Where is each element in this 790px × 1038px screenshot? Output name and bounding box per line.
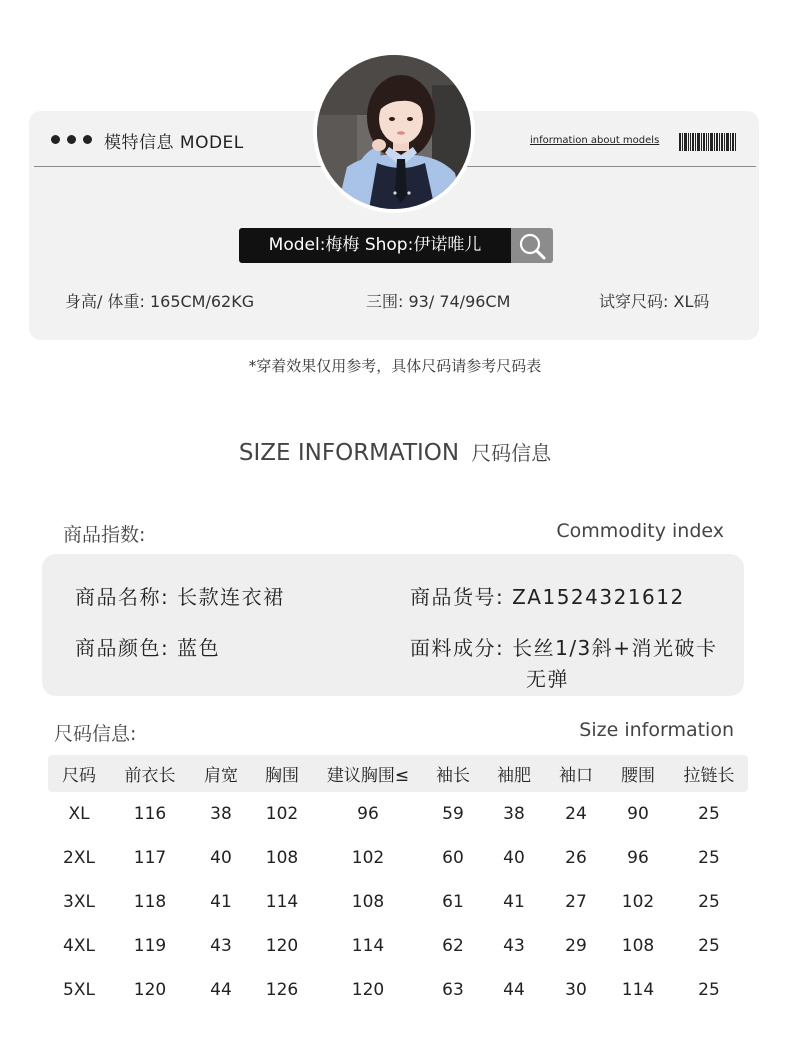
table-cell: 117 bbox=[133, 848, 167, 868]
table-cell: 24 bbox=[565, 804, 587, 824]
table-cell: 38 bbox=[503, 804, 525, 824]
table-cell: 44 bbox=[210, 980, 232, 1000]
table-cell: 108 bbox=[621, 936, 655, 956]
table-cell: 120 bbox=[133, 980, 167, 1000]
table-cell: 61 bbox=[442, 892, 464, 912]
size-information-title bbox=[0, 437, 790, 466]
commodity-info-box bbox=[42, 554, 744, 696]
table-cell: 63 bbox=[442, 980, 464, 1000]
size-table-header bbox=[48, 755, 748, 792]
size-title-en: SIZE INFORMATION bbox=[238, 440, 460, 466]
table-cell: 40 bbox=[210, 848, 232, 868]
table-cell: 41 bbox=[210, 892, 232, 912]
model-section-title: 模特信息 MODEL bbox=[104, 133, 244, 153]
commodity-index-label-en: Commodity index bbox=[556, 520, 724, 542]
table-cell: 118 bbox=[133, 892, 167, 912]
size-worn-stat: 试穿尺码: XL码 bbox=[599, 292, 710, 311]
table-cell: 114 bbox=[621, 980, 655, 1000]
table-cell: 26 bbox=[565, 848, 587, 868]
table-cell: 25 bbox=[698, 980, 720, 1000]
model-avatar bbox=[313, 51, 475, 213]
table-row bbox=[48, 836, 748, 880]
table-cell: 41 bbox=[503, 892, 525, 912]
table-cell: 27 bbox=[565, 892, 587, 912]
size-table bbox=[48, 755, 748, 1012]
header-cell: 腰围 bbox=[606, 755, 670, 792]
commodity-index-label-cn: 商品指数: bbox=[63, 524, 146, 546]
size-info-label-en: Size information bbox=[579, 719, 734, 741]
product-color: 商品颜色: 蓝色 bbox=[75, 636, 221, 660]
table-cell: 29 bbox=[565, 936, 587, 956]
model-photo bbox=[317, 55, 471, 209]
table-row bbox=[48, 924, 748, 968]
header-cell: 肩宽 bbox=[190, 755, 252, 792]
table-cell: 43 bbox=[503, 936, 525, 956]
size-title-cn: 尺码信息 bbox=[471, 441, 552, 465]
table-cell: XL bbox=[68, 804, 90, 824]
menu-dots-icon bbox=[51, 131, 92, 144]
table-cell: 102 bbox=[621, 892, 655, 912]
table-cell: 59 bbox=[442, 804, 464, 824]
height-weight-stat: 身高/ 体重: 165CM/62KG bbox=[65, 292, 255, 311]
model-shop-label: Model:梅梅 Shop:伊诺唯儿 bbox=[239, 228, 511, 263]
size-info-label-cn: 尺码信息: bbox=[54, 723, 137, 745]
table-row bbox=[48, 792, 748, 836]
table-cell: 90 bbox=[627, 804, 649, 824]
search-icon bbox=[511, 228, 553, 263]
barcode-icon bbox=[679, 133, 743, 151]
header-cell: 袖口 bbox=[546, 755, 606, 792]
table-cell: 44 bbox=[503, 980, 525, 1000]
table-cell: 30 bbox=[565, 980, 587, 1000]
table-cell: 3XL bbox=[63, 892, 95, 912]
header-cell: 胸围 bbox=[252, 755, 312, 792]
product-name: 商品名称: 长款连衣裙 bbox=[75, 585, 285, 609]
table-cell: 120 bbox=[265, 936, 299, 956]
table-cell: 119 bbox=[133, 936, 167, 956]
info-about-models-text: information about models bbox=[530, 135, 660, 146]
table-cell: 43 bbox=[210, 936, 232, 956]
table-cell: 25 bbox=[698, 848, 720, 868]
measurements-stat: 三围: 93/ 74/96CM bbox=[366, 292, 511, 311]
table-cell: 114 bbox=[351, 936, 385, 956]
table-cell: 25 bbox=[698, 936, 720, 956]
table-row bbox=[48, 880, 748, 924]
product-fabric-elasticity: 无弹 bbox=[526, 667, 569, 691]
header-cell: 尺码 bbox=[48, 755, 110, 792]
table-cell: 102 bbox=[265, 804, 299, 824]
table-cell: 5XL bbox=[63, 980, 95, 1000]
table-cell: 96 bbox=[357, 804, 379, 824]
table-cell: 108 bbox=[265, 848, 299, 868]
table-cell: 108 bbox=[351, 892, 385, 912]
table-cell: 102 bbox=[351, 848, 385, 868]
table-cell: 114 bbox=[265, 892, 299, 912]
table-cell: 25 bbox=[698, 804, 720, 824]
table-cell: 116 bbox=[133, 804, 167, 824]
table-cell: 38 bbox=[210, 804, 232, 824]
header-cell: 袖长 bbox=[424, 755, 482, 792]
table-cell: 60 bbox=[442, 848, 464, 868]
table-cell: 2XL bbox=[63, 848, 95, 868]
table-cell: 96 bbox=[627, 848, 649, 868]
fit-note: *穿着效果仅用参考，具体尺码请参考尺码表 bbox=[248, 357, 542, 375]
table-row bbox=[48, 968, 748, 1012]
header-cell: 前衣长 bbox=[110, 755, 190, 792]
table-cell: 25 bbox=[698, 892, 720, 912]
table-cell: 126 bbox=[265, 980, 299, 1000]
header-cell: 袖肥 bbox=[482, 755, 546, 792]
table-cell: 120 bbox=[351, 980, 385, 1000]
table-cell: 4XL bbox=[63, 936, 95, 956]
header-cell: 拉链长 bbox=[670, 755, 748, 792]
product-item-no: 商品货号: ZA1524321612 bbox=[410, 585, 685, 609]
table-cell: 40 bbox=[503, 848, 525, 868]
header-cell: 建议胸围≤ bbox=[312, 755, 424, 792]
product-fabric: 面料成分: 长丝1/3斜+消光破卡 bbox=[410, 636, 718, 660]
table-cell: 62 bbox=[442, 936, 464, 956]
search-button[interactable] bbox=[511, 228, 553, 263]
